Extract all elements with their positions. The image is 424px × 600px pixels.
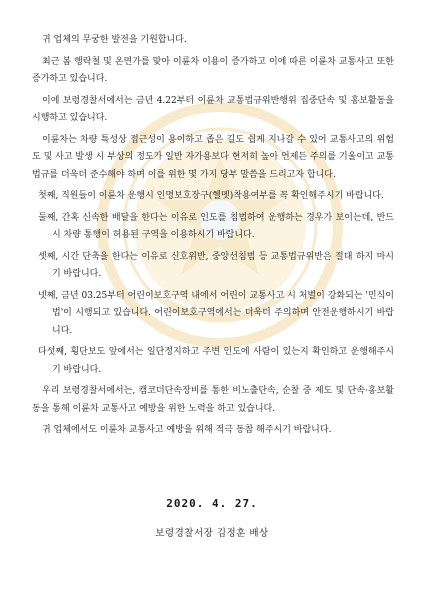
list-item-2: 둘째, 간혹 신속한 배달을 한다는 이유로 인도를 침범하여 운행하는 경우가 보이는데, 반드시 차량 통행이 허용된 구역을 이용하시기 바랍니다. [38,212,394,240]
letter-body [32,32,394,444]
list-item-4: 넷째, 금년 03.25부터 어린이보호구역 내에서 어린이 교통사고 시 처벌이 강화되는 '민식이법'이 시행되고 있습니다. 어린이보호구역에서는 더욱더 주의하며 안전운행하시기 바랍니다. [38,290,394,336]
list-item-5: 다섯째, 횡단보도 앞에서는 일단정지하고 주변 인도에 사람이 있는지 확인하고 운행해주시기 바랍니다. [38,347,394,375]
list-item-1: 첫째, 직원들이 이륜차 운행시 인명보호장구(헬멧)착용여부를 꼭 확인해주시기 바랍니다. [38,191,384,201]
greeting: 귀 업체의 무궁한 발전을 기원합니다. [42,35,187,45]
paragraph-2: 이에 보령경찰서에서는 금년 4.22부터 이륜차 교통법규위반행위 집중단속 및 홍보활동을 시행하고 있습니다. [32,95,394,123]
closing-paragraph-2: 귀 업체에서도 이륜차 교통사고 예방을 위해 적극 동참 해주시기 바랍니다. [42,425,332,435]
closing-paragraph-1: 우리 보령경찰서에서는, 캠코더단속장비를 통한 비노출단속, 순찰 중 제도 및 단속·홍보활동을 통해 이륜차 교통사고 예방을 위한 노력을 하고 있습니다. [32,386,394,414]
paragraph-1: 최근 봄 행락철 및 온면가를 맞아 이륜차 이용이 증가하고 이에 따른 이륜차 교통사고 또한 증가하고 있습니다. [32,56,394,84]
list-item-3: 셋째, 시간 단축을 한다는 이유로 신호위반, 중앙선침범 등 교통법규위반은 절대 하지 마시기 바랍니다. [38,251,394,279]
letter-date: 2020. 4. 27. [166,497,258,510]
paragraph-3: 이륜차는 차량 특성상 접근성이 용이하고 좁은 길도 쉽게 지나갈 수 있어 교통사고의 위험도 및 사고 발생 시 부상의 정도가 일반 자가용보다 현저히 높아 언제든 주의를 기울이고 교통법규를 더욱더 준수해야 하며 이를 위한 몇 가지 당부 말씀을 드리고자 합니다. [32,134,394,180]
letter-signature: 보령경찰서장 김정훈 배상 [155,528,269,539]
